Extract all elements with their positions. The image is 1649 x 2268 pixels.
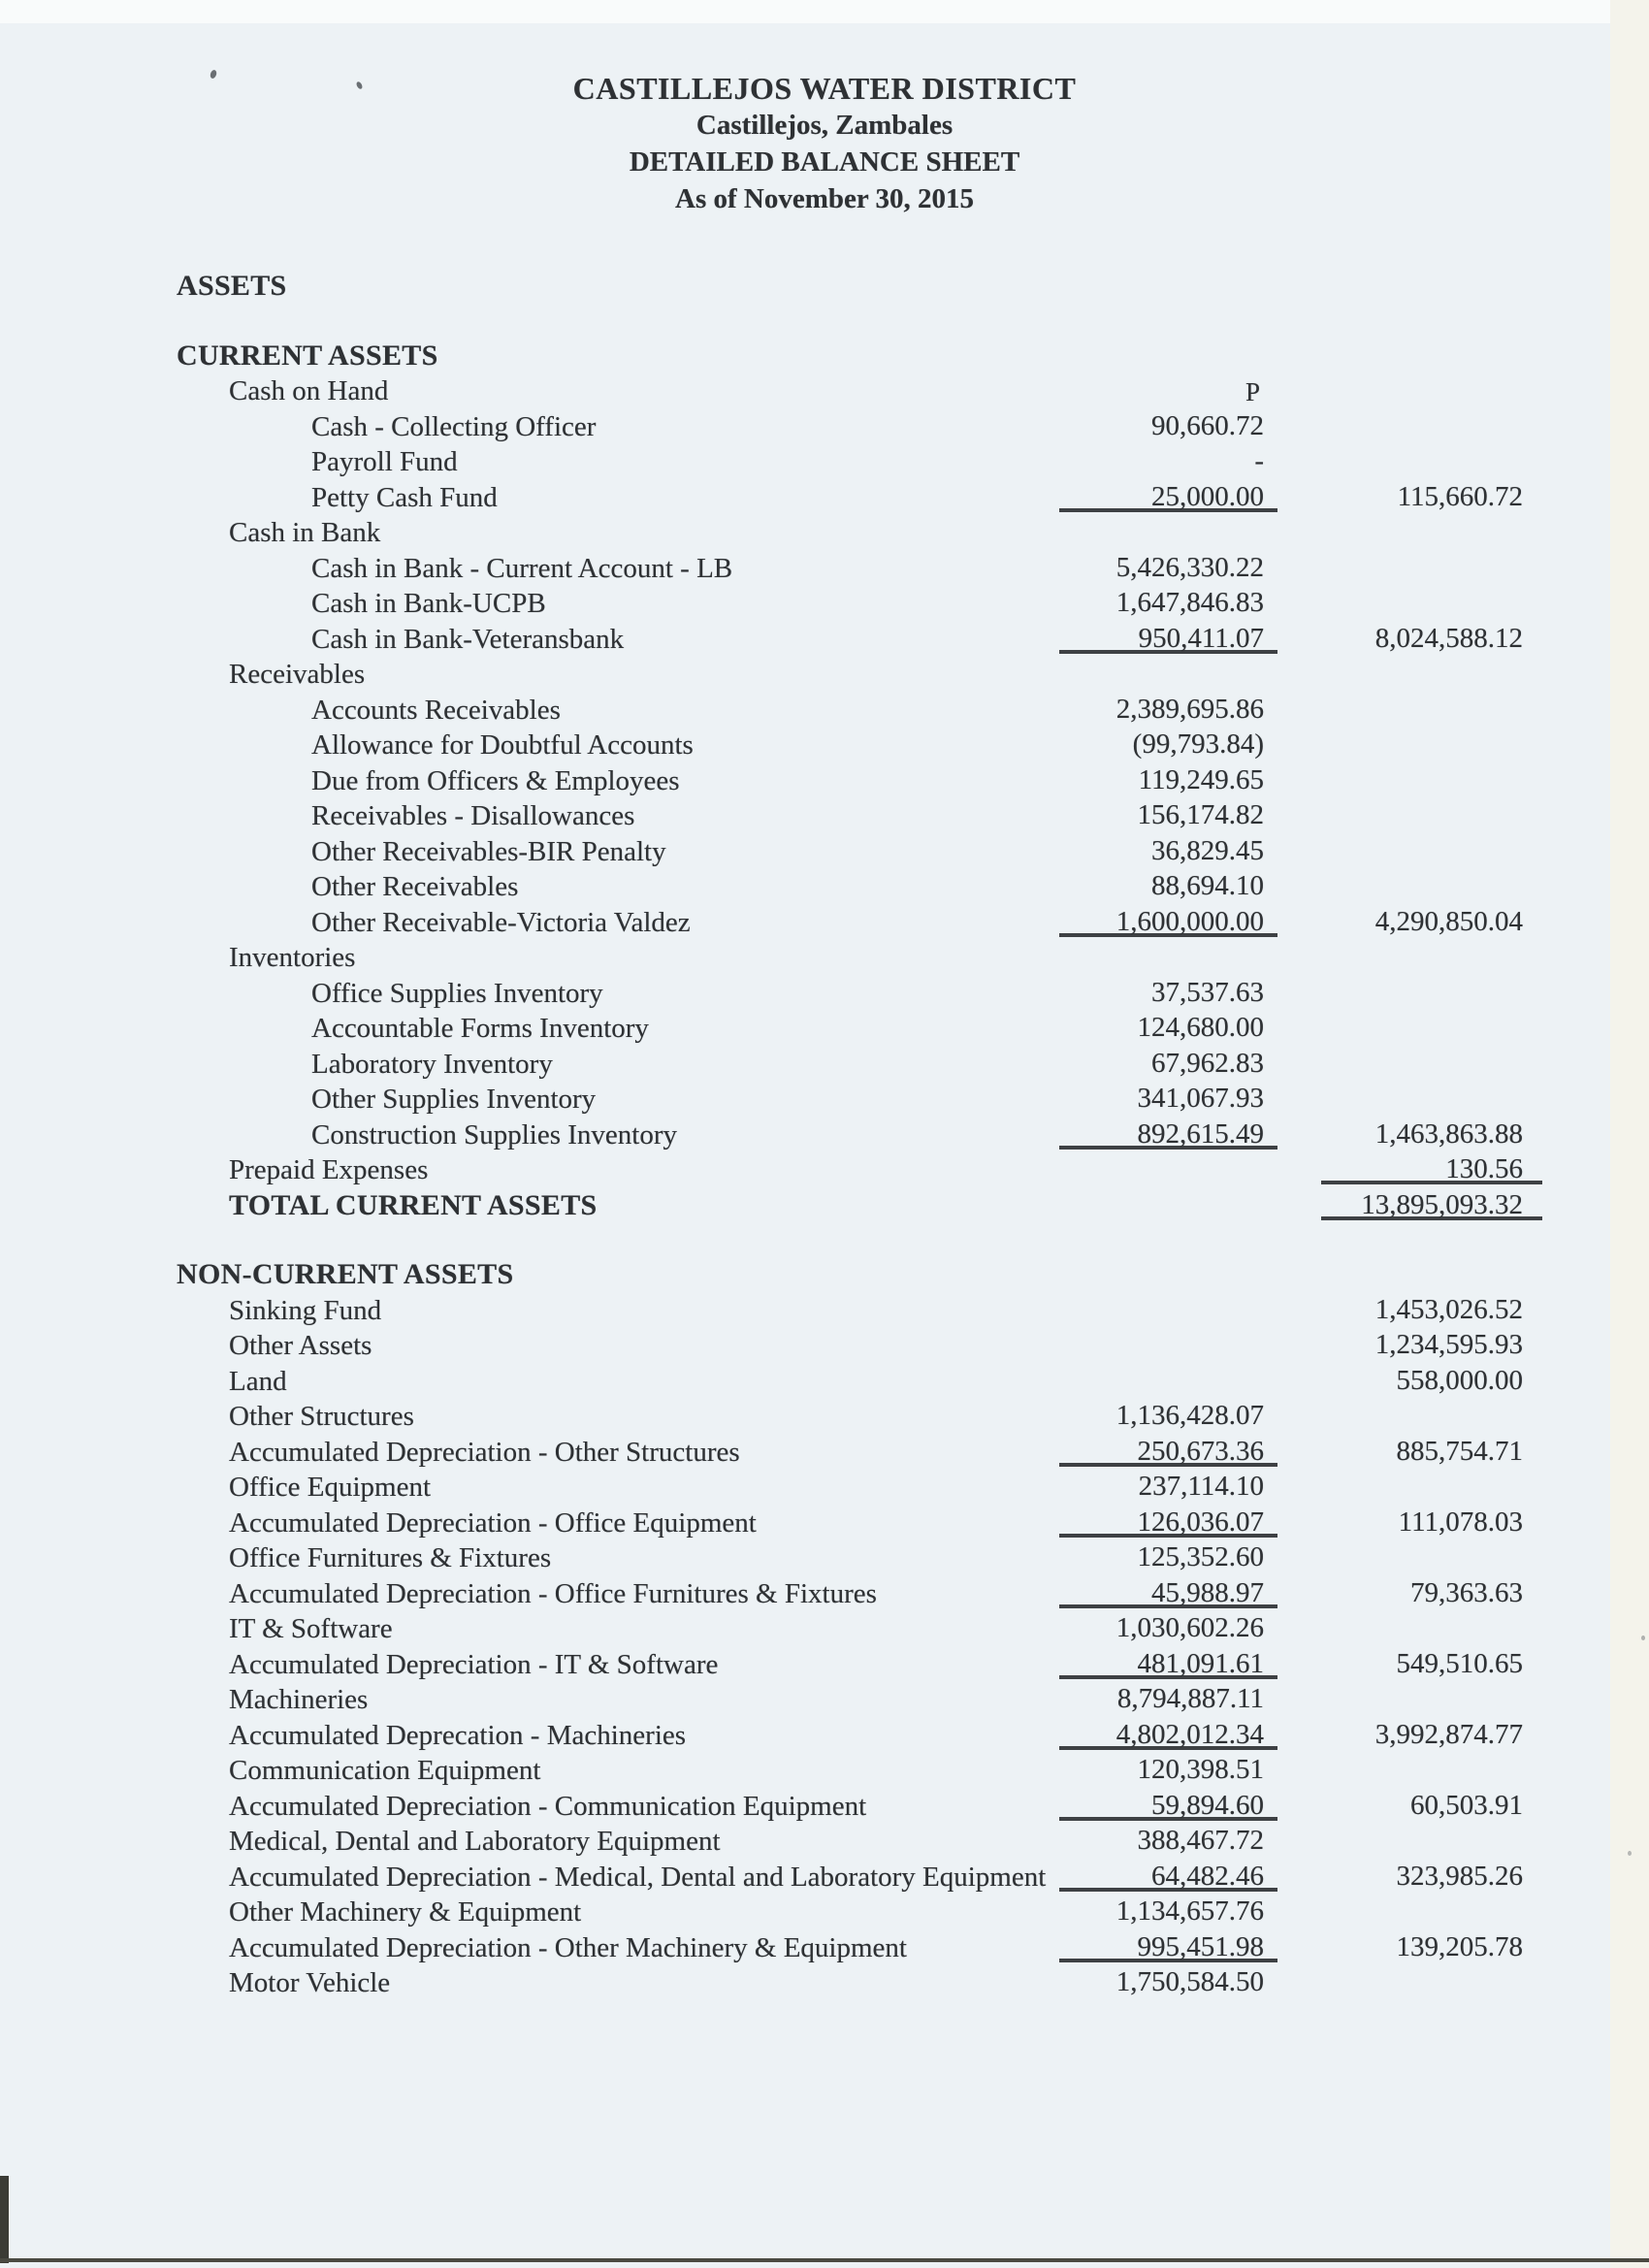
balance-sheet-row (0, 869, 1649, 905)
detail-amount: 388,467.72 (1137, 1825, 1264, 1856)
detail-amount: 950,411.07 (1059, 622, 1277, 654)
balance-sheet-row (0, 622, 1649, 658)
balance-sheet-row (0, 1470, 1649, 1506)
balance-sheet-row (0, 1540, 1649, 1576)
account-label: Cash in Bank-UCPB (311, 588, 546, 619)
account-label: NON-CURRENT ASSETS (177, 1258, 514, 1290)
paper-speckle (1628, 1851, 1632, 1856)
account-label: Office Furnitures & Fixtures (229, 1542, 552, 1573)
detail-amount: 481,091.61 (1059, 1647, 1277, 1679)
detail-amount: 995,451.98 (1059, 1930, 1277, 1962)
account-label: Construction Supplies Inventory (311, 1118, 677, 1150)
org-name: CASTILLEJOS WATER DISTRICT (572, 71, 1077, 106)
group-amount: 3,992,874.77 (1374, 1718, 1523, 1750)
detail-amount: 36,829.45 (1151, 834, 1264, 866)
detail-amount: 126,036.07 (1059, 1506, 1277, 1538)
balance-sheet-row (0, 763, 1649, 799)
detail-amount: 90,660.72 (1151, 409, 1264, 441)
account-label: Office Supplies Inventory (311, 977, 603, 1009)
account-label: Medical, Dental and Laboratory Equipment (229, 1826, 721, 1857)
account-label: Accountable Forms Inventory (311, 1013, 649, 1044)
report-date: As of November 30, 2015 (675, 183, 974, 214)
group-amount: 13,895,093.32 (1321, 1188, 1542, 1220)
account-label: Inventories (229, 942, 356, 973)
balance-sheet-row (0, 480, 1649, 516)
detail-amount: 237,114.10 (1138, 1471, 1264, 1502)
balance-sheet-row (0, 269, 1649, 305)
scanner-top-edge (0, 0, 1649, 23)
account-label: Motor Vehicle (229, 1967, 391, 1998)
balance-sheet-row (0, 798, 1649, 834)
balance-sheet-row (0, 1435, 1649, 1471)
detail-amount: 120,398.51 (1137, 1754, 1264, 1785)
account-label: Accumulated Depreciation - Office Furnitures & Fixtures (229, 1577, 877, 1609)
balance-sheet-row (0, 1011, 1649, 1047)
balance-sheet-row (0, 1965, 1649, 2001)
account-label: Accumulated Depreciation - Other Machinery & Equipment (229, 1931, 907, 1963)
detail-amount: 4,802,012.34 (1059, 1718, 1277, 1750)
account-label: Other Structures (229, 1401, 414, 1432)
balance-sheet-row (0, 1293, 1649, 1329)
balance-sheet-row (0, 1860, 1649, 1895)
account-label: Accumulated Depreciation - Other Structures (229, 1436, 740, 1468)
detail-amount: 125,352.60 (1137, 1541, 1264, 1572)
detail-amount: 1,030,602.26 (1116, 1612, 1264, 1643)
detail-amount: - (1254, 445, 1264, 476)
balance-sheet-row (0, 1611, 1649, 1647)
group-amount: 115,660.72 (1397, 480, 1523, 512)
account-label: Laboratory Inventory (311, 1048, 553, 1080)
detail-amount: 67,962.83 (1151, 1047, 1264, 1079)
group-amount: 130.56 (1321, 1152, 1542, 1184)
account-label: Petty Cash Fund (311, 481, 498, 513)
account-label: Accumulated Depreciation - IT & Software (229, 1648, 719, 1680)
account-label: Office Equipment (229, 1472, 432, 1503)
detail-amount: 88,694.10 (1151, 870, 1264, 901)
peso-currency-sign: P (1245, 377, 1261, 406)
detail-amount: 119,249.65 (1138, 763, 1264, 795)
detail-amount: 1,647,846.83 (1116, 587, 1264, 618)
account-label: Other Machinery & Equipment (229, 1896, 582, 1928)
account-label: Accumulated Depreciation - Communication Equipment (229, 1790, 867, 1822)
org-location: Castillejos, Zambales (695, 110, 954, 141)
account-label: Cash in Bank (229, 517, 381, 548)
detail-amount: 64,482.46 (1059, 1860, 1277, 1892)
account-label: CURRENT ASSETS (177, 339, 438, 372)
account-label: TOTAL CURRENT ASSETS (229, 1188, 598, 1221)
account-label: Cash in Bank-Veteransbank (311, 623, 625, 655)
group-amount: 4,290,850.04 (1374, 905, 1523, 937)
detail-amount: 8,794,887.11 (1116, 1683, 1264, 1714)
group-amount: 549,510.65 (1396, 1647, 1523, 1679)
balance-sheet-row (0, 1328, 1649, 1364)
balance-sheet-row (0, 1188, 1649, 1224)
balance-sheet-row (0, 834, 1649, 870)
group-amount: 111,078.03 (1398, 1506, 1523, 1538)
group-amount: 8,024,588.12 (1374, 622, 1523, 654)
group-amount: 323,985.26 (1396, 1860, 1523, 1892)
balance-sheet-row (0, 1152, 1649, 1188)
balance-sheet-row (0, 515, 1649, 551)
report-header (0, 70, 1649, 217)
detail-amount: 1,750,584.50 (1116, 1966, 1264, 1997)
scanner-edge-line (0, 2258, 1649, 2262)
account-label: Receivables (229, 659, 366, 690)
balance-sheet-row (0, 373, 1649, 409)
balance-sheet-row (0, 1257, 1649, 1293)
balance-sheet-row (0, 1506, 1649, 1541)
account-label: Land (229, 1365, 287, 1397)
report-title: DETAILED BALANCE SHEET (629, 146, 1020, 178)
balance-sheet-row (0, 1118, 1649, 1153)
detail-amount: 59,894.60 (1059, 1789, 1277, 1821)
balance-sheet-row (0, 409, 1649, 445)
balance-sheet-row (0, 1047, 1649, 1083)
balance-sheet-row (0, 1789, 1649, 1825)
account-label: Prepaid Expenses (229, 1154, 429, 1185)
account-label: Allowance for Doubtful Accounts (311, 729, 694, 761)
paper-speckle (1641, 1636, 1645, 1640)
balance-sheet-row (0, 905, 1649, 941)
group-amount: 558,000.00 (1396, 1364, 1523, 1396)
group-amount: 139,205.78 (1396, 1930, 1523, 1962)
balance-sheet-row (0, 1753, 1649, 1789)
detail-amount: 1,136,428.07 (1116, 1400, 1264, 1431)
detail-amount: 37,537.63 (1151, 976, 1264, 1008)
group-amount: 1,234,595.93 (1374, 1329, 1523, 1360)
account-label: Due from Officers & Employees (311, 764, 680, 796)
balance-sheet-row (0, 1930, 1649, 1966)
group-amount: 1,463,863.88 (1374, 1118, 1523, 1150)
balance-sheet-row (0, 339, 1649, 374)
detail-amount: 892,615.49 (1059, 1118, 1277, 1150)
balance-sheet-row (0, 444, 1649, 480)
balance-sheet-row (0, 586, 1649, 622)
balance-sheet-row (0, 1364, 1649, 1400)
account-label: Other Receivable-Victoria Valdez (311, 906, 691, 938)
detail-amount: 2,389,695.86 (1116, 693, 1264, 725)
balance-sheet-row (0, 1082, 1649, 1118)
balance-sheet-row (0, 1682, 1649, 1718)
balance-sheet-row (0, 940, 1649, 976)
account-label: Cash on Hand (229, 375, 389, 406)
balance-sheet-row (0, 1576, 1649, 1612)
account-label: Cash - Collecting Officer (311, 410, 597, 442)
account-label: Other Assets (229, 1330, 372, 1361)
balance-sheet-row (0, 551, 1649, 587)
balance-sheet-row (0, 1399, 1649, 1435)
balance-sheet-row (0, 1718, 1649, 1754)
account-label: ASSETS (177, 270, 287, 302)
detail-amount: 250,673.36 (1059, 1435, 1277, 1467)
balance-sheet-row (0, 693, 1649, 729)
account-label: Sinking Fund (229, 1294, 382, 1326)
account-label: Communication Equipment (229, 1755, 541, 1786)
account-label: Accumulated Depreciation - Office Equipment (229, 1507, 757, 1539)
account-label: Accounts Receivables (311, 694, 561, 726)
scanner-corner-mark (0, 2176, 9, 2263)
group-amount: 60,503.91 (1410, 1789, 1523, 1821)
account-label: IT & Software (229, 1613, 393, 1644)
balance-sheet-row (0, 657, 1649, 693)
account-label: Other Receivables (311, 871, 519, 902)
detail-amount: (99,793.84) (1132, 729, 1264, 760)
balance-sheet-row (0, 728, 1649, 763)
account-label: Accumulated Depreciation - Medical, Dental and Laboratory Equipment (229, 1861, 1047, 1893)
account-label: Other Receivables-BIR Penalty (311, 835, 666, 867)
detail-amount: 124,680.00 (1137, 1012, 1264, 1043)
balance-sheet-row (0, 1824, 1649, 1860)
account-label: Accumulated Deprecation - Machineries (229, 1719, 687, 1751)
account-label: Payroll Fund (311, 446, 458, 477)
detail-amount: 1,600,000.00 (1059, 905, 1277, 937)
balance-sheet-row (0, 1895, 1649, 1930)
account-label: Machineries (229, 1684, 369, 1715)
detail-amount: 1,134,657.76 (1116, 1895, 1264, 1927)
balance-sheet-rows (0, 269, 1649, 2001)
detail-amount: 156,174.82 (1137, 799, 1264, 830)
account-label: Receivables - Disallowances (311, 800, 635, 831)
account-label: Cash in Bank - Current Account - LB (311, 552, 733, 584)
group-amount: 79,363.63 (1410, 1576, 1523, 1608)
balance-sheet-row (0, 976, 1649, 1012)
detail-amount: 5,426,330.22 (1116, 551, 1264, 583)
balance-sheet-row (0, 1647, 1649, 1683)
detail-amount: 45,988.97 (1059, 1576, 1277, 1608)
detail-amount: 341,067.93 (1137, 1083, 1264, 1114)
group-amount: 885,754.71 (1396, 1435, 1523, 1467)
account-label: Other Supplies Inventory (311, 1084, 597, 1115)
detail-amount: 25,000.00 (1059, 480, 1277, 512)
group-amount: 1,453,026.52 (1374, 1293, 1523, 1325)
